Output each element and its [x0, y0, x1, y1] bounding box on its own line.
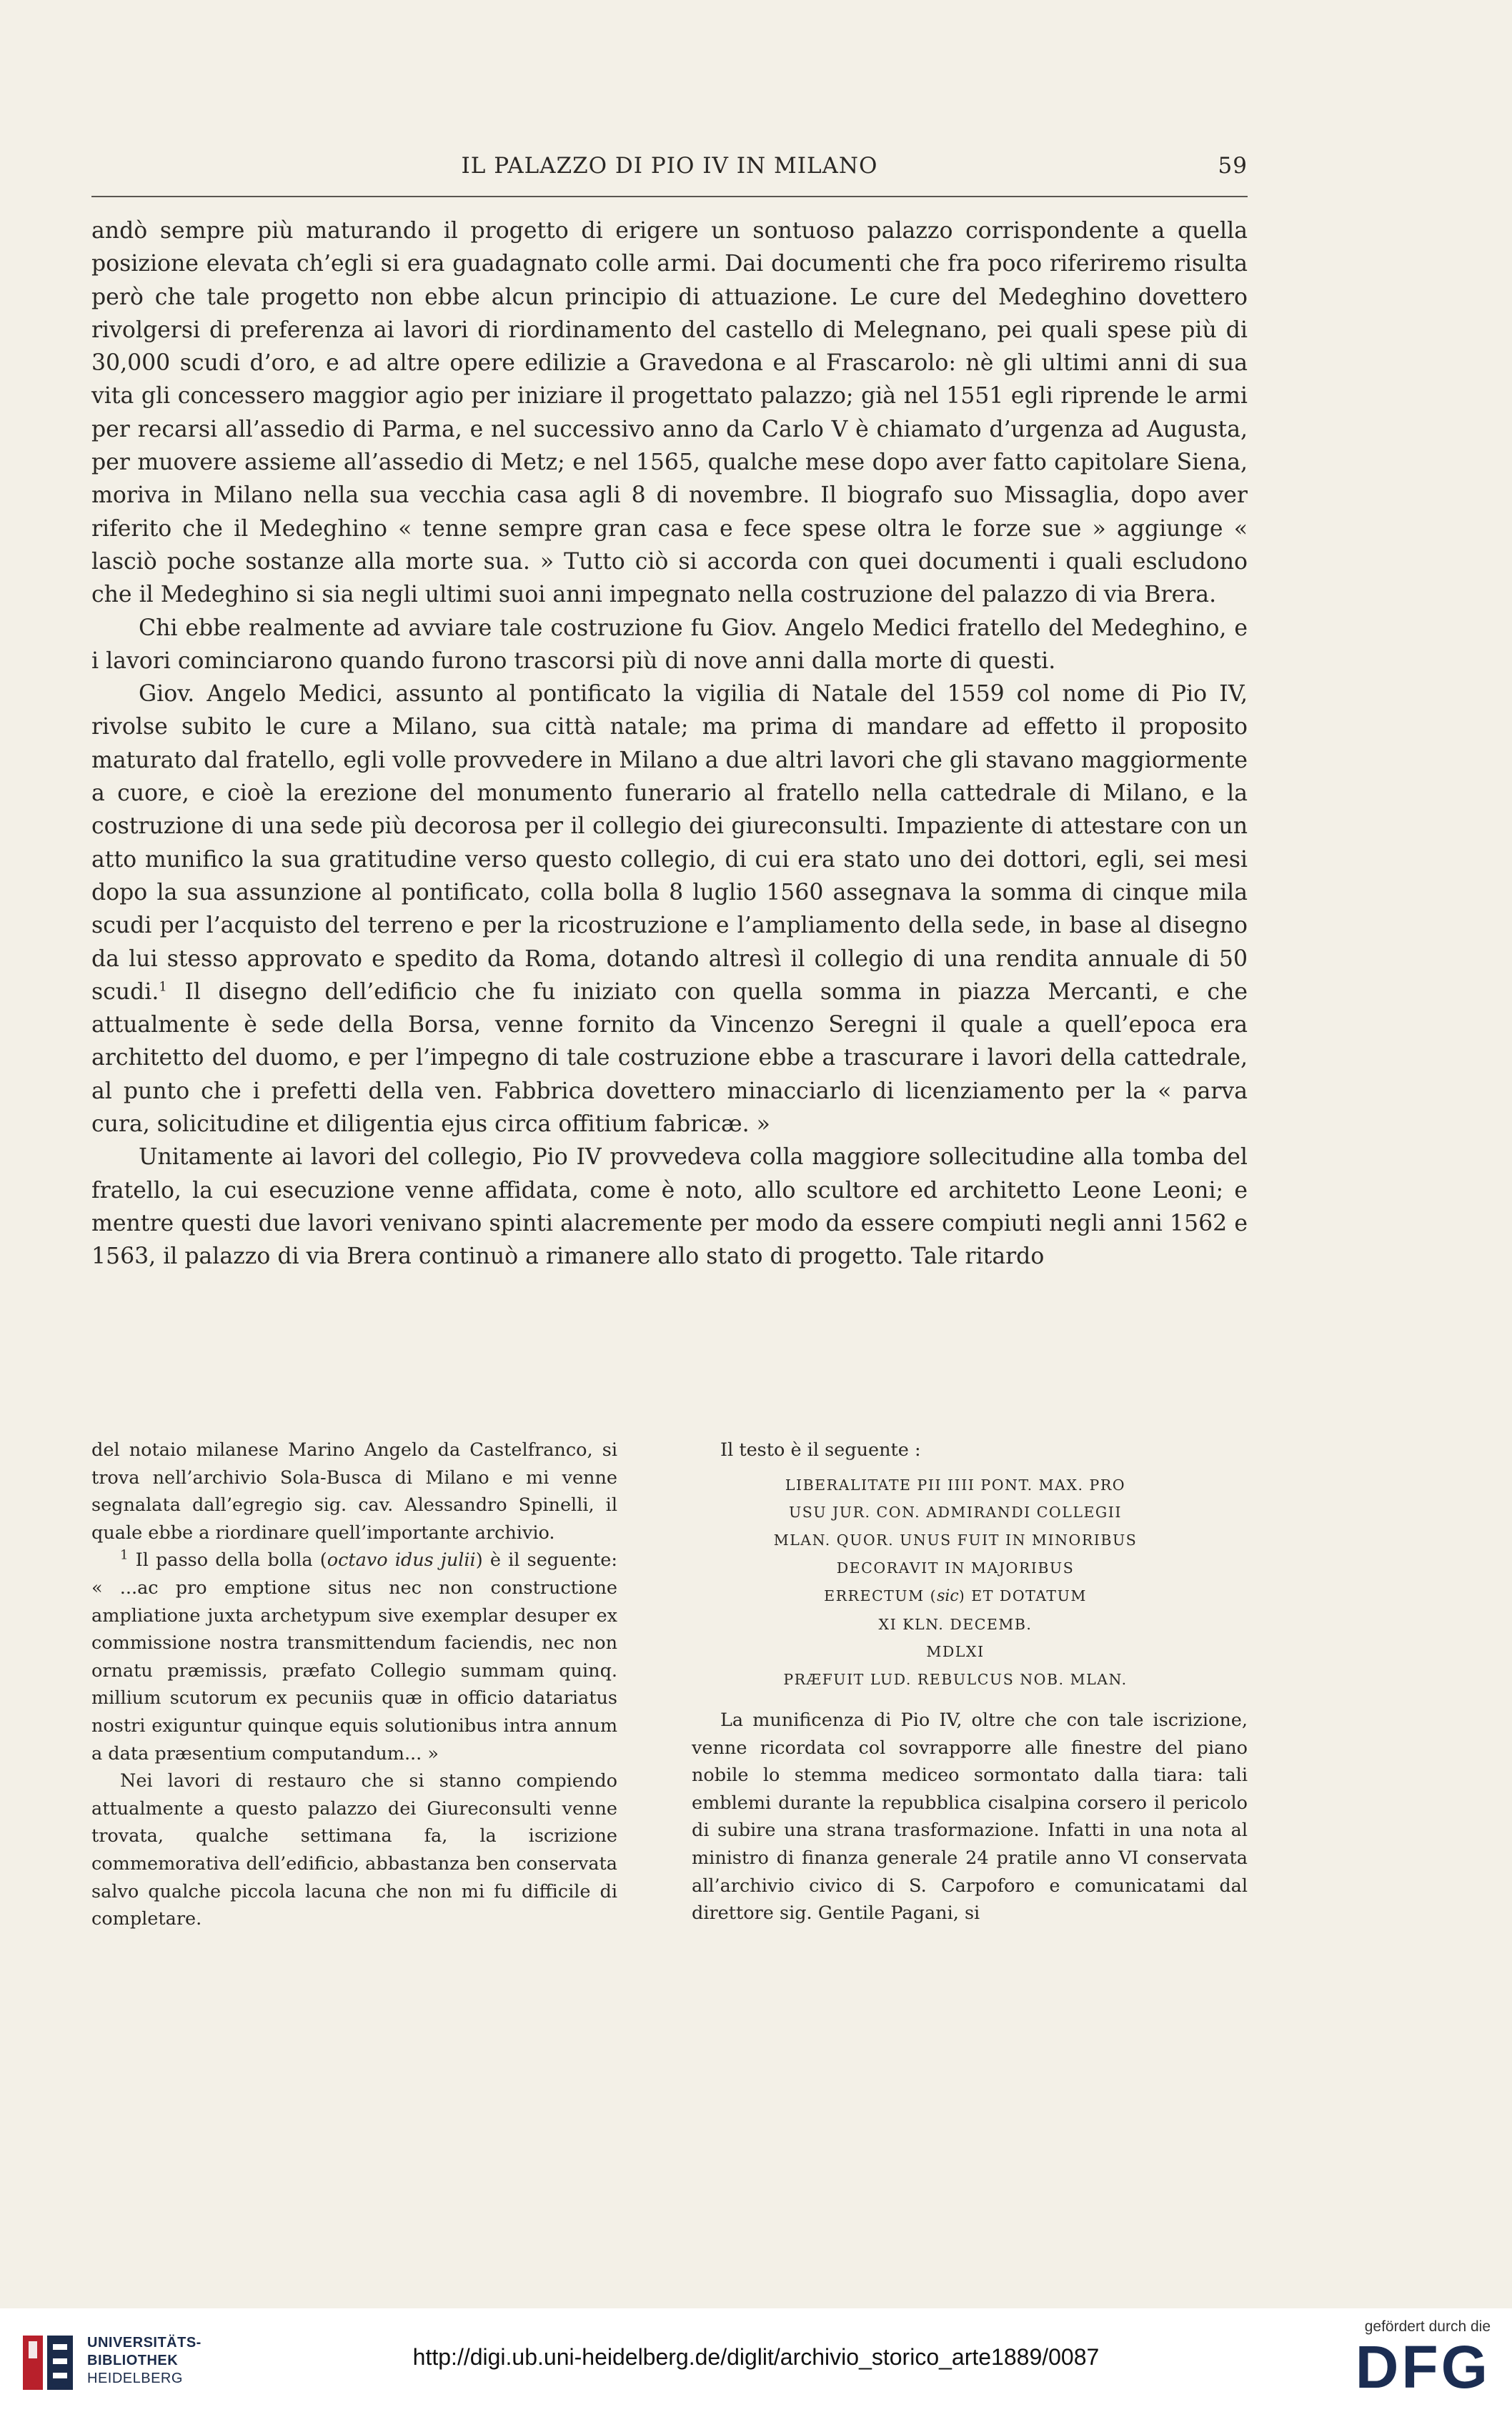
inscription: [692, 1471, 1248, 1694]
footnote-text: ) è il seguente: « ...ac pro emptione situs nec non constructione ampliatione juxta archetypum sive exemplar desuper ex commissione nostra transmittendum faciendis, nec non ornatu præmissis, præfato Collegio summam quinq. millium scutorum ex pecuniis quæ in officio datariatus nostri exiguntur quinque equis solutionibus intra annum a data præsentium computandum... »: [91, 1549, 617, 1765]
running-header: [91, 152, 1248, 189]
footnote-continuation: del notaio milanese Marino Angelo da Castelfranco, si trova nell’archivio Sola-Busca di Milano e mi venne segnalata dall’egregio sig. cav. Alessandro Spinelli, il quale ebbe a riordinare quell’importante archivio.: [91, 1439, 617, 1544]
page-number: 59: [1218, 153, 1248, 179]
inscription-line: [692, 1582, 1219, 1611]
dfg-wordmark: DFG: [1355, 2333, 1491, 2401]
funding-caption: gefördert durch die: [1364, 2318, 1491, 2335]
footnote-marker: 1: [120, 1547, 129, 1563]
header-rule: [91, 196, 1248, 197]
inscription-line: DECORAVIT IN MAJORIBUS: [836, 1559, 1075, 1577]
paragraph: Unitamente ai lavori del collegio, Pio IV provvedeva colla maggiore sollecitudine alla tomba del fratello, la cui esecuzione venne affidata, come è noto, allo scultore ed architetto Leone Leoni; e mentre questi due lavori venivano spinti alacremente per modo da essere compiuti negli anni 1562 e 1563, il palazzo di via Brera continuò a rimanere allo stato di progetto. Tale ritardo: [91, 1144, 1248, 1270]
sic-note: sic: [937, 1587, 959, 1605]
main-text: [91, 214, 1248, 1274]
paragraph: andò sempre più maturando il progetto di erigere un sontuoso palazzo corrispondente a quella posizione elevata ch’egli si era guadagnato colle armi. Dai documenti che fra poco riferiremo risulta però che tale progetto non ebbe alcun principio di attuazione. Le cure del Medeghino dovettero rivolgersi di preferenza ai lavori di riordinamento del castello di Melegnano, pei quali spese più di 30,000 scudi d’oro, e ad altre opere edilizie a Gravedona e al Frascarolo: nè gli ultimi anni di sua vita gli concessero maggior agio per iniziare il progettato palazzo; già nel 1551 egli riprende le armi per recarsi all’assedio di Parma, e nel successivo anno da Carlo V è chiamato d’urgenza ad Augusta, per muovere assieme all’assedio di Metz; e nel 1565, qualche mese dopo aver fatto capitolare Siena, moriva in Milano nella sua vecchia casa agli 8 di novembre. Il biografo suo Missaglia, dopo aver riferito che il Medeghino « tenne sempre gran casa e fece spese oltra le forze sue » aggiunge « lasciò poche sostanze alla morte sua. » Tutto ciò si accorda con quei documenti i quali escludono che il Medeghino si sia negli ultimi suoi anni impegnato nella costruzione del palazzo di via Brera.: [91, 218, 1248, 608]
running-title: IL PALAZZO DI PIO IV IN MILANO: [461, 153, 878, 179]
inscription-line: USU JUR. CON. ADMIRANDI COLLEGII: [788, 1504, 1123, 1522]
viewer-footer: [0, 2308, 1512, 2417]
footnotes-left-column: [91, 1436, 617, 1933]
source-url[interactable]: http://digi.ub.uni-heidelberg.de/diglit/archivio_storico_arte1889/0087: [412, 2344, 1100, 2370]
inscription-line: MDLXI: [926, 1643, 985, 1661]
inscription-line: PRÆFUIT LUD. REBULCUS NOB. MLAN.: [783, 1671, 1128, 1689]
inscription-line: MLAN. QUOR. UNUS FUIT IN MINORIBUS: [773, 1532, 1138, 1549]
footnote-italic: octavo idus julii: [327, 1549, 476, 1572]
inscription-line: XI KLN. DECEMB.: [878, 1615, 1033, 1633]
footnotes-right-column: [692, 1436, 1248, 1927]
inscription-text: ) ET DOTATUM: [958, 1587, 1087, 1604]
paragraph: Chi ebbe realmente ad avviare tale costruzione fu Giov. Angelo Medici fratello del Medeghino, e i lavori cominciarono quando furono trascorsi più di nove anni dalla morte di questi.: [91, 615, 1248, 674]
library-name-line: BIBLIOTHEK: [87, 2353, 179, 2368]
inscription-line: LIBERALITATE PII IIII PONT. MAX. PRO: [785, 1476, 1126, 1494]
footnote-munificenza: La munificenza di Pio IV, oltre che con tale iscrizione, venne ricordata col sovrapporre alle finestre del piano nobile lo stemma mediceo sormontato dalla tiara: tali emblemi durante la repubblica cisalpina corsero il pericolo di subire una strana trasformazione. Infatti in una nota al ministro di finanza generale 24 pratile anno VI conservata all’archivio civico di S. Carpoforo e comunicatami dal direttore sig. Gentile Pagani, si: [692, 1709, 1248, 1925]
footnote-text: Il passo della bolla (: [128, 1549, 327, 1572]
paragraph-text: Il disegno dell’edificio che fu iniziato con quella somma in piazza Mercanti, e che attualmente è sede della Borsa, venne fornito da Vincenzo Seregni il quale a quell’epoca era architetto del duomo, e per l’impegno di tale costruzione ebbe a trascurare i lavori della cattedrale, al punto che i prefetti della ven. Fabbrica dovettero minacciarlo di licenziamento per la « parva cura, solicitudine et diligentia ejus circa offitium fabricæ. »: [91, 978, 1248, 1138]
paragraph-text: Giov. Angelo Medici, assunto al pontificato la vigilia di Natale del 1559 col nome di Pio IV, rivolse subito le cure a Milano, sua città natale; ma prima di mandare ad effetto il proposito maturato dal fratello, egli volle provvedere in Milano a due altri lavori che gli stavano maggiormente a cuore, e cioè la erezione del monumento funerario al fratello nella cattedrale di Milano, e la costruzione di una sede più decorosa per il collegio dei giureconsulti. Impaziente di attestare con un atto munifico la sua gratitudine verso questo collegio, di cui era stato uno dei dottori, egli, sei mesi dopo la sua assunzione al pontificato, colla bolla 8 luglio 1560 assegnava la somma di cinque mila scudi per l’acquisto del terreno e per la ricostruzione e l’ampliamento della sede, in base al disegno da lui stesso approvato e spedito da Roma, dotando altresì il collegio di una rendita annuale di 50 scudi.: [91, 681, 1248, 1005]
library-name-line: HEIDELBERG: [87, 2371, 183, 2386]
inscription-text: ERRECTUM (: [824, 1587, 937, 1604]
footnote-restauro: Nei lavori di restauro che si stanno compiendo attualmente a questo palazzo dei Giureconsulti venne trovata, qualche settimana fa, la iscrizione commemorativa dell’edificio, abbastanza ben conservata salvo qualche piccola lacuna che non mi fu difficile di completare.: [91, 1770, 617, 1930]
paragraph: [91, 678, 1248, 1141]
inscription-intro: Il testo è il seguente :: [720, 1439, 921, 1461]
library-name-line: UNIVERSITÄTS-: [87, 2335, 202, 2351]
dfg-logo[interactable]: [1326, 2318, 1491, 2404]
footnote-marker: 1: [159, 979, 167, 995]
footnote-1: [91, 1547, 617, 1767]
